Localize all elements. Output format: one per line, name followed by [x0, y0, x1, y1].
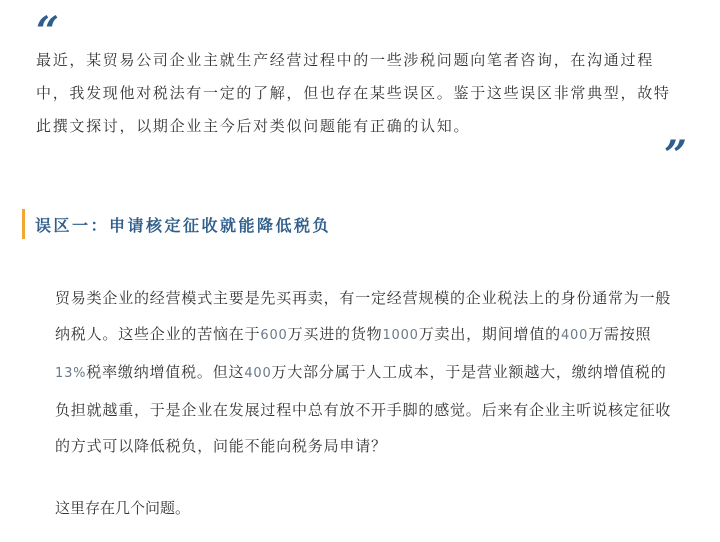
body-paragraph-2: 这里存在几个问题。: [55, 499, 191, 517]
intro-paragraph: 最近，某贸易公司企业主就生产经营过程中的一些涉税问题向笔者咨询，在沟通过程中，我发现他对税法有一定的了解，但也存在某些误区。鉴于这些误区非常典型，故特此撰文探讨，以期企业主今后对类似问题能有正确的认知。: [36, 51, 671, 135]
body-text-5: 税率缴纳增值税。但这: [86, 363, 245, 381]
body-text-6: 万大部分属于人工成本，于是营业额越大，缴纳增值税的负担就越重，于是企业在发展过程中总有放不开手脚的感觉。后来有企业主听说核定征收的方式可以降低税负，问能不能向税务局申请？: [55, 363, 672, 455]
section-accent-bar: [22, 209, 25, 239]
body-paragraph: [55, 280, 680, 464]
body-text-1: 贸易类企业的经营模式主要是先买再卖，有一定经营规模的企业税法上的身份通常为一般纳税人。这些企业的苦恼在于: [55, 289, 672, 343]
body-text-3: 万卖出，期间增值的: [418, 325, 561, 343]
close-quote-icon: ”: [664, 132, 688, 179]
amount-400-b: 400: [244, 366, 272, 381]
tax-rate-13: 13%: [55, 366, 87, 381]
amount-600: 600: [260, 328, 288, 343]
amount-400-a: 400: [560, 328, 589, 343]
open-quote-icon: “: [36, 8, 60, 55]
body-text-2: 万买进的货物: [287, 325, 383, 343]
section-title: 误区一：申请核定征收就能降低税负: [35, 215, 332, 235]
section-heading: [22, 208, 331, 240]
body-text-4: 万需按照: [588, 325, 652, 343]
amount-1000: 1000: [382, 328, 419, 343]
